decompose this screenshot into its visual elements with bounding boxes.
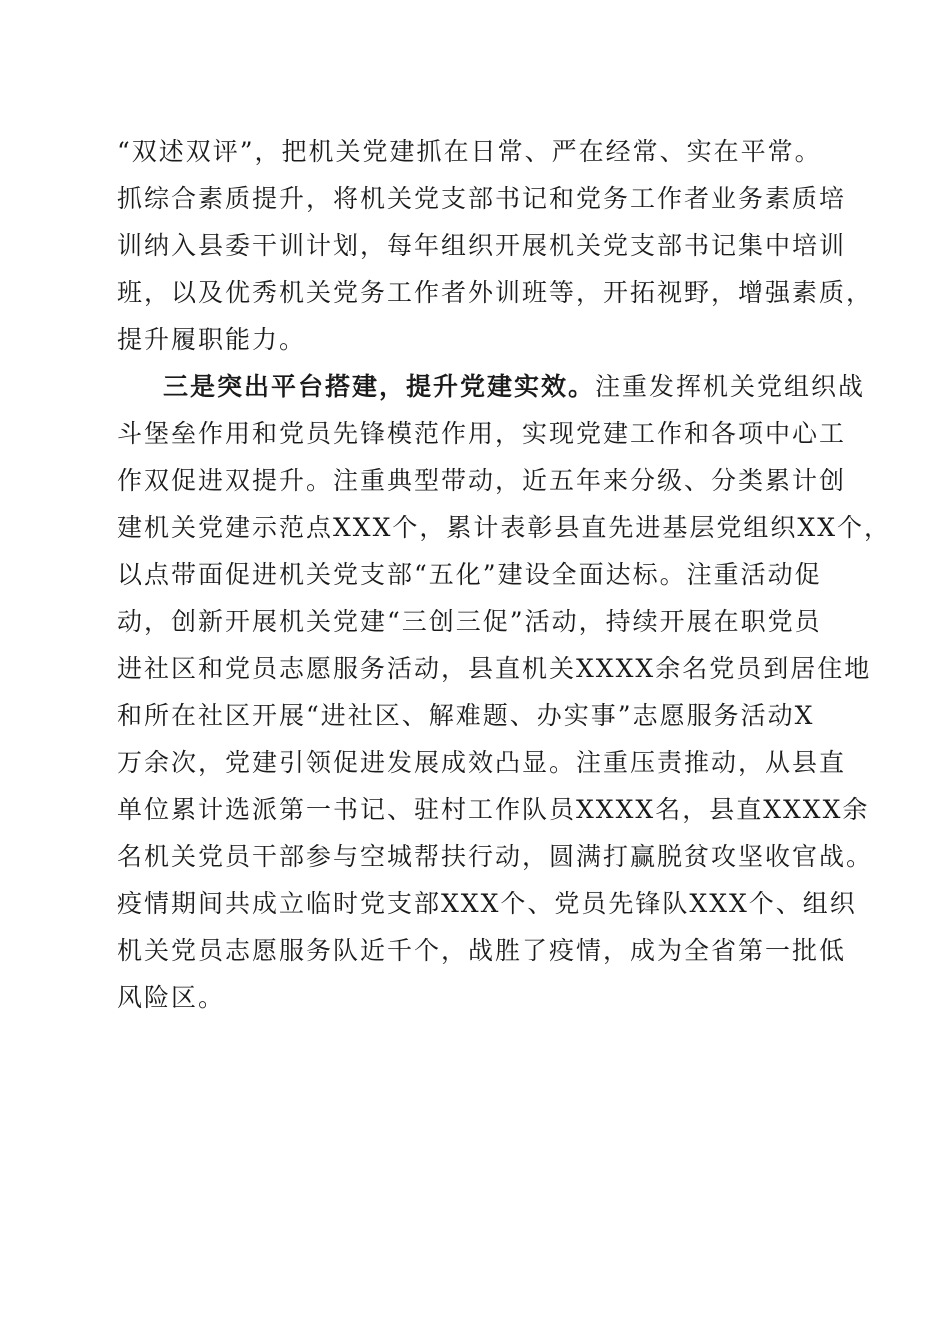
- first-line: [117, 363, 866, 410]
- text-line: 风险区。: [117, 983, 226, 1012]
- text-line: 作双促进双提升。注重典型带动，近五年来分级、分类累计创: [117, 466, 847, 495]
- text-line: 提升履职能力。: [117, 325, 307, 354]
- text-line: 机关党员志愿服务队近千个，战胜了疫情，成为全省第一批低: [117, 936, 847, 965]
- text-line: 斗堡垒作用和党员先锋模范作用，实现党建工作和各项中心工: [117, 419, 847, 448]
- text-line: 万余次，党建引领促进发展成效凸显。注重压责推动，从县直: [117, 748, 847, 777]
- text-line: 训纳入县委干训计划，每年组织开展机关党支部书记集中培训: [117, 231, 847, 260]
- text-line: 动，创新开展机关党建“三创三促”活动，持续开展在职党员: [117, 607, 822, 636]
- section-heading: 三是突出平台搭建，提升党建实效。: [163, 372, 596, 401]
- text-line: 和所在社区开展“进社区、解难题、办实事”志愿服务活动X: [117, 701, 815, 730]
- text-line: 抓综合素质提升，将机关党支部书记和党务工作者业务素质培: [117, 184, 847, 213]
- text-line: 单位累计选派第一书记、驻村工作队员XXXX名，县直XXXX余: [117, 795, 870, 824]
- text-line: 建机关党建示范点XXX个，累计表彰县直先进基层党组织XX个，: [117, 513, 891, 542]
- text-line: 班，以及优秀机关党务工作者外训班等，开拓视野，增强素质，: [117, 278, 874, 307]
- paragraph-quality-training: [117, 128, 874, 363]
- text-line: 进社区和党员志愿服务活动，县直机关XXXX余名党员到居住地: [117, 654, 872, 683]
- text-line: 疫情期间共成立临时党支部XXX个、党员先锋队XXX个、组织: [117, 889, 857, 918]
- text-line: 以点带面促进机关党支部“五化”建设全面达标。注重活动促: [117, 560, 822, 589]
- body-text: [117, 128, 891, 1021]
- paragraph-platform-building: [117, 363, 891, 1021]
- first-line-text: 注重发挥机关党组织战: [595, 372, 866, 401]
- text-line: “双述双评”，把机关党建抓在日常、严在经常、实在平常。: [117, 137, 822, 166]
- text-line: 名机关党员干部参与空城帮扶行动，圆满打赢脱贫攻坚收官战。: [117, 842, 874, 871]
